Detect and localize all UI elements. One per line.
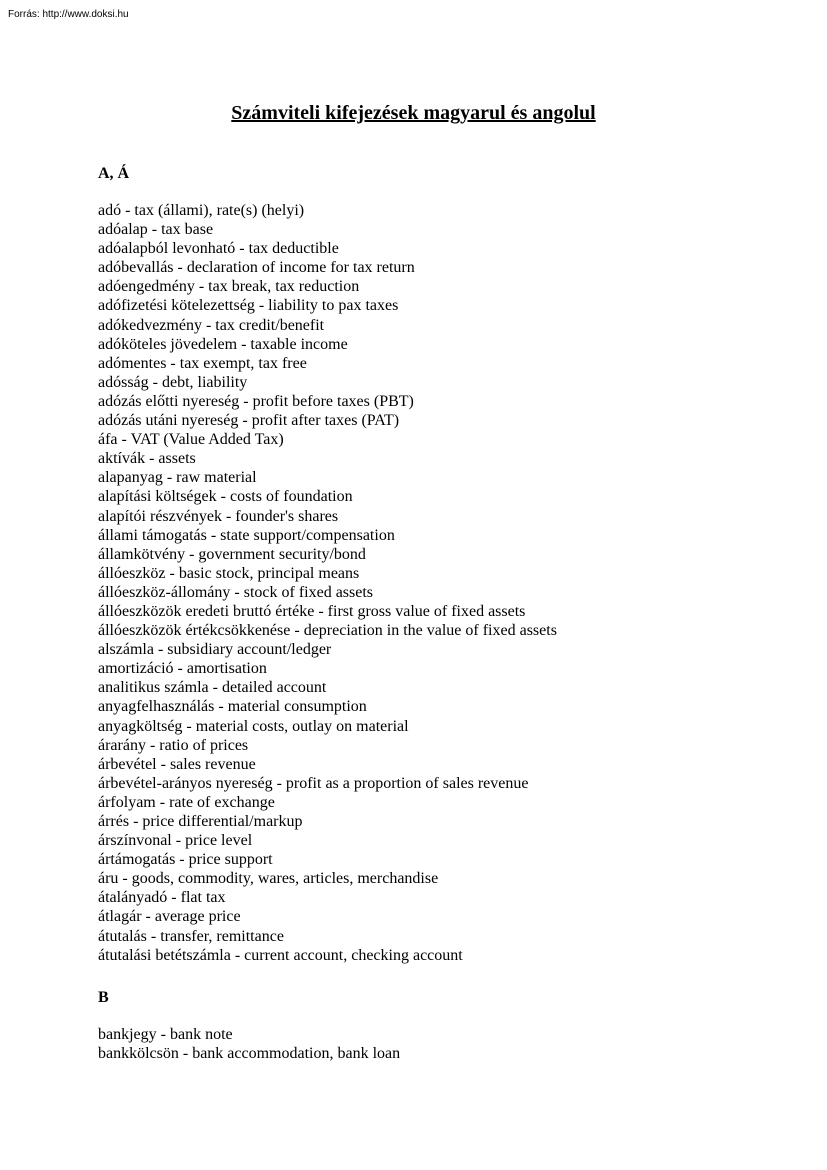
glossary-entry: adófizetési kötelezettség - liability to pax taxes bbox=[98, 297, 399, 315]
section-heading-a: A, Á bbox=[98, 165, 130, 182]
glossary-entry: átutalási betétszámla - current account, checking account bbox=[98, 946, 463, 964]
glossary-entry: árrés - price differential/markup bbox=[98, 813, 303, 830]
glossary-entry: adómentes - tax exempt, tax free bbox=[98, 354, 307, 372]
glossary-entry: árbevétel - sales revenue bbox=[98, 755, 256, 773]
glossary-entry: árarány - ratio of prices bbox=[98, 736, 249, 754]
glossary-entry: állóeszközök eredeti bruttó értéke - first gross value of fixed assets bbox=[98, 602, 526, 620]
glossary-entry: átalányadó - flat tax bbox=[98, 889, 226, 907]
glossary-entry: bankjegy - bank note bbox=[98, 1026, 233, 1043]
glossary-entry: adóköteles jövedelem - taxable income bbox=[98, 335, 348, 353]
glossary-entry: adóalap - tax base bbox=[98, 221, 214, 239]
glossary-entry: alszámla - subsidiary account/ledger bbox=[98, 641, 332, 659]
source-line: Forrás: http://www.doksi.hu bbox=[8, 9, 129, 20]
glossary-entry: adózás előtti nyereség - profit before taxes (PBT) bbox=[98, 392, 414, 410]
glossary-entry: átutalás - transfer, remittance bbox=[98, 927, 284, 945]
glossary-list-a bbox=[98, 201, 557, 965]
glossary-entry: áru - goods, commodity, wares, articles, merchandise bbox=[98, 870, 439, 888]
glossary-entry: alapítói részvények - founder's shares bbox=[98, 507, 339, 525]
glossary-entry: alapanyag - raw material bbox=[98, 469, 257, 487]
glossary-entry: árszínvonal - price level bbox=[98, 832, 253, 850]
glossary-entry: anyagköltség - material costs, outlay on material bbox=[98, 717, 409, 735]
glossary-entry: adókedvezmény - tax credit/benefit bbox=[98, 316, 325, 334]
glossary-entry: állami támogatás - state support/compensation bbox=[98, 526, 395, 544]
glossary-list-b bbox=[98, 1025, 400, 1063]
glossary-entry: átlagár - average price bbox=[98, 908, 241, 926]
glossary-entry: adóbevallás - declaration of income for tax return bbox=[98, 259, 415, 277]
glossary-entry: adóengedmény - tax break, tax reduction bbox=[98, 278, 360, 296]
glossary-entry: anyagfelhasználás - material consumption bbox=[98, 698, 367, 716]
glossary-entry: aktívák - assets bbox=[98, 450, 196, 468]
glossary-entry: adó - tax (állami), rate(s) (helyi) bbox=[98, 202, 305, 219]
glossary-entry: árbevétel-arányos nyereség - profit as a proportion of sales revenue bbox=[98, 774, 529, 792]
glossary-entry: adózás utáni nyereség - profit after taxes (PAT) bbox=[98, 412, 400, 430]
glossary-entry: alapítási költségek - costs of foundation bbox=[98, 488, 353, 506]
glossary-entry: analitikus számla - detailed account bbox=[98, 679, 327, 697]
glossary-entry: államkötvény - government security/bond bbox=[98, 545, 366, 563]
glossary-entry: árfolyam - rate of exchange bbox=[98, 793, 275, 811]
glossary-entry: áfa - VAT (Value Added Tax) bbox=[98, 431, 284, 449]
section-heading-b: B bbox=[98, 989, 109, 1006]
page-title: Számviteli kifejezések magyarul és angolul bbox=[231, 102, 596, 124]
glossary-entry: ártámogatás - price support bbox=[98, 851, 273, 869]
glossary-entry: bankkölcsön - bank accommodation, bank loan bbox=[98, 1045, 401, 1063]
glossary-entry: állóeszközök értékcsökkenése - depreciation in the value of fixed assets bbox=[98, 622, 557, 640]
glossary-entry: adóalapból levonható - tax deductible bbox=[98, 240, 339, 258]
glossary-entry: állóeszköz-állomány - stock of fixed assets bbox=[98, 583, 374, 601]
glossary-entry: amortizáció - amortisation bbox=[98, 660, 267, 678]
glossary-entry: állóeszköz - basic stock, principal means bbox=[98, 564, 360, 582]
glossary-entry: adósság - debt, liability bbox=[98, 373, 248, 391]
